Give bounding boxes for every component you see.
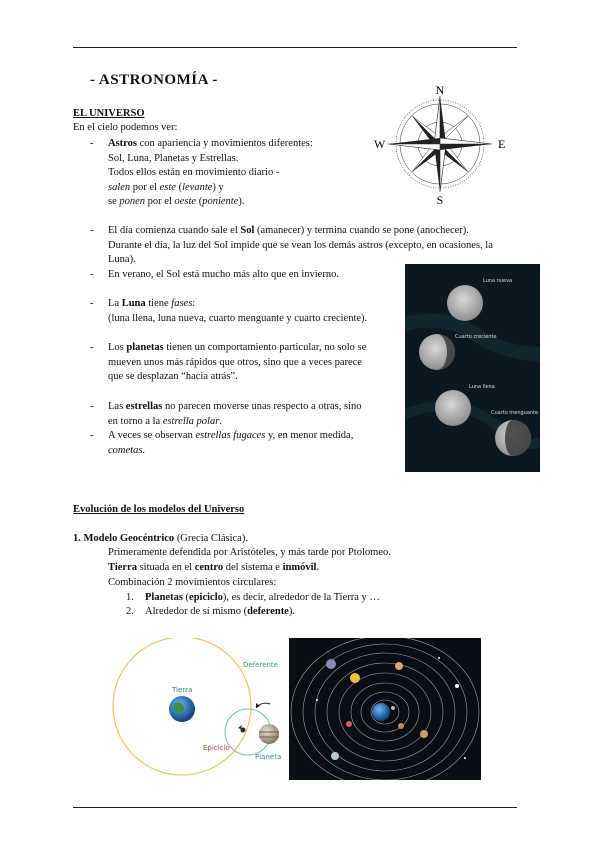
bullet-dash: - [90,298,94,309]
bullet-fugaces: A veces se observan estrellas fugaces y, en menor medida, cometas. [108,430,354,456]
label-planeta: Planeta [255,753,282,761]
moon-label-3: Luna llena [469,384,495,390]
model1-sub2: Alrededor de sí mismo (deferente). [145,606,295,617]
bullet-estrellas: Las estrellas no parecen moverse unas respecto a otras, sino en torno a la estrella polar. [108,401,362,427]
model1-sub1: Planetas (epiciclo), es decir, alrededor de la Tierra y … [145,592,380,603]
model1-sub1-num: 1. [126,592,134,603]
bullet-dash: - [90,401,94,412]
moon-phases-image [405,264,540,472]
compass-w: W [374,137,386,151]
model1-sub2-num: 2. [126,606,134,617]
moon-label-2: Cuarto creciente [455,334,497,340]
sun-icon [350,673,360,683]
model1-title: 1. Modelo Geocéntrico (Grecia Clásica). [73,533,248,544]
label-deferente: Deferente [243,661,278,669]
bullet-dia: El día comienza cuando sale el Sol (amanecer) y termina cuando se pone (anochecer). Durante el día, la luz del Sol impide que se vean los demás astros (excepto, en ocasiones, la Luna). [108,225,493,265]
compass-rose-image [368,82,516,208]
bullet-verano: En verano, el Sol está mucho más alto que en invierno. [108,269,339,280]
bullet-luna: La Luna tiene fases: (luna llena, luna nueva, cuarto menguante y cuarto creciente). [108,298,368,324]
bullet-dash: - [90,342,94,353]
footer-rule [73,807,517,808]
bullet-astros: Astros con apariencia y movimientos diferentes: Sol, Luna, Planetas y Estrellas. Todos ellos están en movimiento diario - salen por el este (levante) y se ponen por el oeste (poniente). [108,138,313,207]
moon-label-4: Cuarto menguante [491,410,539,416]
moon-label-1: Luna nueva [483,278,513,284]
universe-intro: En el cielo podemos ver: [73,122,178,133]
model1-line1: Primeramente defendida por Aristóteles, y más tarde por Ptolomeo. [108,547,391,558]
section-heading-models: Evolución de los modelos del Universo [73,504,245,515]
bullet-dash: - [90,138,94,149]
compass-s: S [436,193,444,207]
label-tierra: Tierra [172,686,193,694]
compass-e: E [498,137,506,151]
model1-line2: Tierra situada en el centro del sistema e inmóvil. [108,562,320,573]
bullet-dash: - [90,430,94,441]
planet-icon [259,724,279,744]
moon-full [435,390,471,426]
page-title: - ASTRONOMÍA - [90,72,218,88]
epicycle-center-dot [241,728,246,733]
header-rule [73,47,517,48]
bullet-planetas: Los planetas tienen un comportamiento particular, no solo se mueven unos más rápidos que otros, sino que a veces parece que se desplazan “hacia atrás”. [108,342,367,382]
bullet-dash: - [90,269,94,280]
section-heading-universe: EL UNIVERSO [73,108,145,119]
bullet-dash: - [90,225,94,236]
label-epiciclo: Epiciclo [203,744,230,752]
compass-n: N [435,83,445,97]
geocentric-model-image [289,638,481,780]
model1-line3: Combinación 2 movimientos circulares: [108,577,277,588]
center-earth-icon [372,703,390,721]
moon-new [447,285,483,321]
